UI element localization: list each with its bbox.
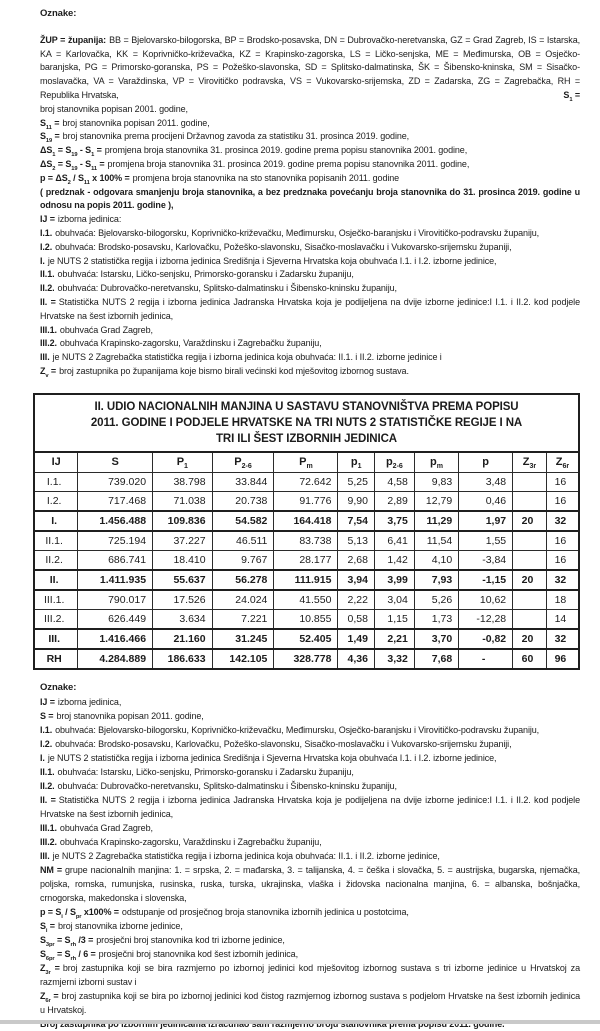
definition-term: $\Delta S_2 = S_{19} - S_{11}$ = [40,158,105,172]
table-title-line: 2011. GODINE I PODJELE HRVATSKE NA TRI NUTS 2 STATISTIČKE REGIJE I NA [90,416,523,429]
definition-line [40,130,580,144]
definition-line [40,186,580,214]
definition-term: I. [40,255,45,266]
table-cell: 14 [546,609,579,629]
table-cell: 626.449 [78,609,153,629]
table-title-line: TRI ILI ŠEST IZBORNIH JEDINICA [215,432,397,445]
table-row [34,531,579,551]
definition-line [40,821,580,835]
definition-text: obuhvaća Krapinsko-zagorsku, Varaždinsku i Zagrebačku županiju, [59,836,322,847]
definition-term: I.1. [40,227,53,238]
table-cell: 1,97 [459,511,513,531]
minorities-table [33,451,580,670]
table-cell: 20.738 [212,491,274,511]
definition-term: II.2. [40,283,55,294]
table-cell: 9,83 [414,472,458,491]
notes-heading-top: Oznake: [40,8,77,19]
definition-term: $p = \Delta S_2 / S_{11}$ x 100% = [40,172,130,186]
definition-term: III.2. [40,338,57,349]
definition-text: je NUTS 2 statistička regija i izborna jedinica Središnja i Sjeverna Hrvatska koja obuhvaća I.1. i I.2. izborne jedinice, [47,255,497,266]
table-cell: RH [34,649,78,669]
table-cell: 7.221 [212,609,274,629]
table-cell: 717.468 [78,491,153,511]
definition-term: II.1. [40,766,55,777]
definition-term: II. = [40,296,56,307]
definition-line [40,213,580,227]
definition-term: ( predznak - odgovara smanjenju broja stanovnika, a bez predznaka povećanju broja stanovnika do 31. prosinca 2019. godine u odnosu na popis 2011. godine ), [40,186,580,211]
table-cell: 54.582 [212,511,274,531]
table-cell: 4.284.889 [78,649,153,669]
definition-term: IJ = [40,214,55,225]
table-cell: 83.738 [274,531,338,551]
table-cell [513,472,547,491]
definition-text: obuhvaća Grad Zagreb, [59,822,153,833]
table-cell: 7,68 [414,649,458,669]
top-notes-section [40,7,580,379]
definition-text: BB = Bjelovarsko-bilogorska, BP = Brodsko-posavska, DN = Dubrovačko-neretvanska, GZ = Grad Zagreb, IS = Istarska, KA = Karlovačka, KK = Koprivničko-križevačka, KZ = Krapinsko-zagorska, LS = Ličko-senjska, ME = Međimurska, OB = Osječko-baranjska, PG = Primorsko-goranska, PS = Požeško-slavonska, SD = Splitsko-dalmatinska, ŠK = Šibensko-kninska, SM = Sisačko-moslavačka, VA = Varaždinska, VP = Virovitičko podravska, VS = Vukovarsko-srijemska, ZD = Zadarska, ZG = Zagrebačka, RH = Republika Hrvatska, [40,34,580,100]
table-cell: 72.642 [274,472,338,491]
table-cell: 96 [546,649,579,669]
definition-term-right: $S_1$ = [563,89,580,103]
table-cell: 2,68 [338,550,375,570]
column-header: $p_m$ [414,452,458,473]
table-cell: 32 [546,570,579,590]
table-cell: 32 [546,629,579,649]
definition-text: obuhvaća: Bjelovarsko-bilogorsku, Koprivničko-križevačku, Međimursku, Osječko-baranjsku i Virovitičko-podravsku županiju, [55,724,540,735]
definition-text: broj zastupnika koji se bira po izbornoj jedinici kod čistog razmjernog izbornog sustava s podjelom Hrvatske na šest izbornih jedinica u Hrvatskoj. [40,990,580,1015]
table-row [34,609,579,629]
column-header: $p_1$ [338,452,375,473]
definition-line [40,144,580,158]
table-cell: III. [34,629,78,649]
bottom-definitions [40,695,580,1031]
notes-heading-bottom: Oznake: [40,681,77,693]
definition-line [40,919,580,933]
table-row [34,570,579,590]
definition-line [40,337,580,351]
definition-line [40,989,580,1017]
table-cell: I.2. [34,491,78,511]
table-cell: 4,58 [374,472,414,491]
table-cell: 11,29 [414,511,458,531]
table-cell: 24.024 [212,590,274,610]
table-cell: 91.776 [274,491,338,511]
table-cell: 28.177 [274,550,338,570]
table-cell: 20 [513,511,547,531]
definition-text: obuhvaća Grad Zagreb, [59,324,153,335]
table-cell: 790.017 [78,590,153,610]
definition-text: grupe nacionalnih manjina: 1. = srpska, 2. = mađarska, 3. = talijanska, 4. = češka i slovačka, 5. = austrijska, bugarska, njemačka, poljska, romska, rumunjska, rusinska, ruska, turska, ukrajinska, vlaška i židovska nacionalna manjina, 6. = albanska, bošnjačka, crnogorska, makedonska i slovenska, [40,864,581,903]
table-cell: 71.038 [153,491,213,511]
table-cell: - [459,649,513,669]
table-title-line: II. UDIO NACIONALNIH MANJINA U SASTAVU STANOVNIŠTVA PREMA POPISU [94,400,519,413]
definition-line [40,835,580,849]
definition-term: I.2. [40,241,53,252]
definition-term: NM = [40,864,63,875]
table-cell: 9.767 [212,550,274,570]
table-cell: 16 [546,491,579,511]
header-row [34,452,579,473]
definition-line [40,365,580,379]
table-cell: 1.411.935 [78,570,153,590]
definition-line [40,268,580,282]
table-cell: 18 [546,590,579,610]
table-cell: 3,70 [414,629,458,649]
table-cell: 16 [546,531,579,551]
definition-text: promjena broja stanovnika na sto stanovnika popisanih 2011. godine [132,172,400,183]
table-cell: 10,62 [459,590,513,610]
table-cell: -1,15 [459,570,513,590]
table-cell [513,550,547,570]
column-header: $Z_{6r}$ [546,452,579,473]
definition-line [40,695,580,709]
table-row [34,629,579,649]
definition-term: $S_{11}$ = [40,117,60,131]
definition-line [40,172,580,186]
table-cell: 20 [513,570,547,590]
column-header: $P_1$ [153,452,213,473]
table-cell: III.2. [34,609,78,629]
table-cell: 1,49 [338,629,375,649]
table-cell: 60 [513,649,547,669]
definition-line [40,933,580,947]
column-header: $P_m$ [274,452,338,473]
definition-line [40,961,580,989]
top-definitions [40,34,580,379]
table-cell: 31.245 [212,629,274,649]
table-cell: 5,26 [414,590,458,610]
column-header: S [78,452,153,473]
table-cell: 142.105 [212,649,274,669]
definition-continuation: broj stanovnika popisan 2001. godine, [40,103,188,114]
table-cell: 17.526 [153,590,213,610]
table-cell: 9,90 [338,491,375,511]
table-cell: 4,36 [338,649,375,669]
definition-term: III. [40,850,50,861]
table-cell: 0,58 [338,609,375,629]
definition-term: $S_i$ = [40,920,55,934]
table-cell: 5,25 [338,472,375,491]
table-cell: 1,73 [414,609,458,629]
definition-text: je NUTS 2 statistička regija i izborna jedinica Središnja i Sjeverna Hrvatska koja obuhvaća I.1. i I.2. izborne jedinice, [47,752,497,763]
definition-text: obuhvaća: Dubrovačko-neretvansku, Splitsko-dalmatinsku i Šibensko-kninsku županiju, [57,283,397,294]
table-cell: 20 [513,629,547,649]
definition-term: III. [40,352,50,363]
definition-line [40,737,580,751]
definition-text: obuhvaća: Brodsko-posavsku, Karlovačku, Požeško-slavonsku, Sisačko-moslavačku i Vukovarsko-srijemsku županiji, [55,738,512,749]
definition-line [40,351,580,365]
definition-text: prosječni broj stanovnika kod tri izborne jedinice, [96,934,285,945]
bottom-edge-strip [0,1020,600,1024]
table-body [34,472,579,669]
table-cell: 3,48 [459,472,513,491]
definition-text: je NUTS 2 Zagrebačka statistička regija i izborna jedinica koja obuhvaća: II.1. i II.2. izborne jedinice, [52,850,440,861]
definition-text: promjena broja stanovnika 31. prosinca 2019. godine prema popisu stanovnika 2001. godine, [104,145,468,156]
definition-line [40,255,580,269]
definition-line [40,34,580,117]
table-cell [513,531,547,551]
definition-line [40,905,580,919]
definition-term: I.2. [40,738,53,749]
definition-text: obuhvaća: Bjelovarsko-bilogorsku, Koprivničko-križevačku, Međimursku, Osječko-baranjsku i Virovitičko-podravsku županiju, [55,227,540,238]
column-header: IJ [34,452,78,473]
table-cell: 0,46 [459,491,513,511]
table-row [34,590,579,610]
definition-text: broj zastupnika po županijama koje bismo birali većinski kod mješovitog izbornog sustava. [59,365,409,376]
table-cell: 38.798 [153,472,213,491]
definition-text: broj stanovnika izborne jedinice, [57,920,183,931]
table-cell: 164.418 [274,511,338,531]
definition-line [40,863,580,905]
table-cell: 1.456.488 [78,511,153,531]
table-cell: 32 [546,511,579,531]
definition-term: III.1. [40,822,57,833]
definition-line [40,324,580,338]
definition-line [40,296,580,324]
table-cell: 46.511 [212,531,274,551]
table-cell: 10.855 [274,609,338,629]
column-header: $P_{2-6}$ [212,452,274,473]
table-cell: 3,94 [338,570,375,590]
definition-text: broj stanovnika popisan 2011. godine, [56,710,204,721]
table-cell: 55.637 [153,570,213,590]
table-cell: 3,04 [374,590,414,610]
definition-term: S = [40,710,54,721]
table-title-box [33,393,580,453]
table-cell: 739.020 [78,472,153,491]
table-cell: 2,22 [338,590,375,610]
table-cell: 7,93 [414,570,458,590]
definition-term: III.1. [40,324,57,335]
bottom-notes-section [40,681,580,1031]
table-row [34,550,579,570]
column-header: $p_{2-6}$ [374,452,414,473]
definition-line [40,158,580,172]
definition-term: $Z_{6r}$ = [40,990,59,1004]
table-cell: 1,55 [459,531,513,551]
table-cell: 12,79 [414,491,458,511]
definition-term: $S_{3pr} = S_{rh}$ /3 = [40,934,94,948]
definition-text: izborna jedinica, [57,696,122,707]
definition-line [40,779,580,793]
definition-text: je NUTS 2 Zagrebačka statistička regija i izborna jedinica koja obuhvaća: II.1. i II.2. izborne jedinice i [52,352,442,363]
table-cell: 6,41 [374,531,414,551]
table-cell: 328.778 [274,649,338,669]
definition-term: II.2. [40,780,55,791]
table-row [34,491,579,511]
definition-term: $p = S_i / S_{pr}$ x100% = [40,906,119,920]
table-cell: I.1. [34,472,78,491]
definition-term: II.1. [40,269,55,280]
table-cell [513,491,547,511]
table-cell: 725.194 [78,531,153,551]
table-row [34,511,579,531]
definition-text: Statistička NUTS 2 regija i izborna jedinica Jadranska Hrvatska koja je podijeljena na dvije izborne jedinice:I I.1. i II.2. kod podjele Hrvatske na šest izbornih jedinica, [40,794,580,819]
definition-text: obuhvaća: Istarsku, Ličko-senjsku, Primorsko-goransku i Zadarsku županiju, [57,766,354,777]
definition-line [40,241,580,255]
table-cell: 56.278 [212,570,274,590]
definition-text: promjena broja stanovnika 31. prosinca 2019. godine prema popisu stanovnika 2011. godine, [107,158,470,169]
definition-text: obuhvaća: Brodsko-posavsku, Karlovačku, Požeško-slavonsku, Sisačko-moslavačku i Vukovarsko-srijemsku županiji, [55,241,512,252]
definition-line [40,947,580,961]
definition-line [40,751,580,765]
definition-term: $Z_{3r}$ = [40,962,60,976]
table-cell: 5,13 [338,531,375,551]
definition-term: $Z_v$ = [40,365,57,379]
table-cell: -3,84 [459,550,513,570]
table-cell: 41.550 [274,590,338,610]
table-cell: 16 [546,550,579,570]
table-cell: 109.836 [153,511,213,531]
table-cell: II.1. [34,531,78,551]
definition-term: I.1. [40,724,53,735]
table-cell: -12,28 [459,609,513,629]
table-cell: 16 [546,472,579,491]
table-cell: 1.416.466 [78,629,153,649]
table-cell: 52.405 [274,629,338,649]
definition-term: IJ = [40,696,55,707]
definition-line [40,849,580,863]
table-cell: III.1. [34,590,78,610]
definition-line [40,765,580,779]
column-header: p [459,452,513,473]
table-cell: 33.844 [212,472,274,491]
table-cell: 186.633 [153,649,213,669]
definition-line [40,117,580,131]
definition-term: II. = [40,794,56,805]
definition-text: broj zastupnika koji se bira razmjerno po izbornoj jedinici kod mješovitog izbornog sustava s tri izborne jedinice u Hrvatskoj za razmjerni izborni sustav i [40,962,580,987]
table-cell: 7,54 [338,511,375,531]
table-row [34,472,579,491]
definition-term: $S_{6pr} = S_{rh} / 6$ = [40,948,96,962]
table-cell: 2,21 [374,629,414,649]
definition-text: obuhvaća: Istarsku, Ličko-senjsku, Primorsko-goransku i Zadarsku županiju, [57,269,354,280]
table-cell: 11,54 [414,531,458,551]
table-cell: 18.410 [153,550,213,570]
table-cell: 3.634 [153,609,213,629]
table-cell: 3,32 [374,649,414,669]
definition-line [40,793,580,821]
table-cell: 37.227 [153,531,213,551]
table-cell: 686.741 [78,550,153,570]
definition-line [40,709,580,723]
definition-term: I. [40,752,45,763]
table-cell [513,590,547,610]
definition-text: broj stanovnika popisan 2011. godine, [62,117,210,128]
definition-text: obuhvaća Krapinsko-zagorsku, Varaždinsku i Zagrebačku županiju, [59,338,322,349]
definition-text: prosječni broj stanovnika kod šest izbornih jedinica, [98,948,298,959]
table-cell: 21.160 [153,629,213,649]
definition-text: broj stanovnika prema procijeni Državnog zavoda za statistiku 31. prosinca 2019. godine, [62,131,410,142]
column-header: $Z_{3r}$ [513,452,547,473]
table-cell: II.2. [34,550,78,570]
definition-term: III.2. [40,836,57,847]
definition-text: izborna jedinica: [57,214,122,225]
definition-text: obuhvaća: Dubrovačko-neretvansku, Splitsko-dalmatinsku i Šibensko-kninsku županiju, [57,780,397,791]
table-cell: 2,89 [374,491,414,511]
definition-term: $S_{19}$ = [40,131,60,145]
definition-line [40,723,580,737]
definition-text: odstupanje od prosječnog broja stanovnika izbornih jedinica u postotcima, [121,906,409,917]
table-cell: 1,42 [374,550,414,570]
definition-line [40,282,580,296]
definition-line [40,227,580,241]
definition-text: Statistička NUTS 2 regija i izborna jedinica Jadranska Hrvatska koja je podijeljena na dvije izborne jedinice:I I.1. i II.2. kod podjele Hrvatske na šest izbornih jedinica, [40,296,580,321]
table-row [34,649,579,669]
table-cell: 1,15 [374,609,414,629]
table-cell [513,609,547,629]
table-cell: II. [34,570,78,590]
definition-term: $\Delta S_1 = S_{19} - S_1$ = [40,145,102,158]
table-cell: -0,82 [459,629,513,649]
table-cell: 3,99 [374,570,414,590]
table-cell: 4,10 [414,550,458,570]
table-cell: 111.915 [274,570,338,590]
table-cell: 3,75 [374,511,414,531]
definition-term: ŽUP = županija: [40,34,107,45]
table-cell: I. [34,511,78,531]
